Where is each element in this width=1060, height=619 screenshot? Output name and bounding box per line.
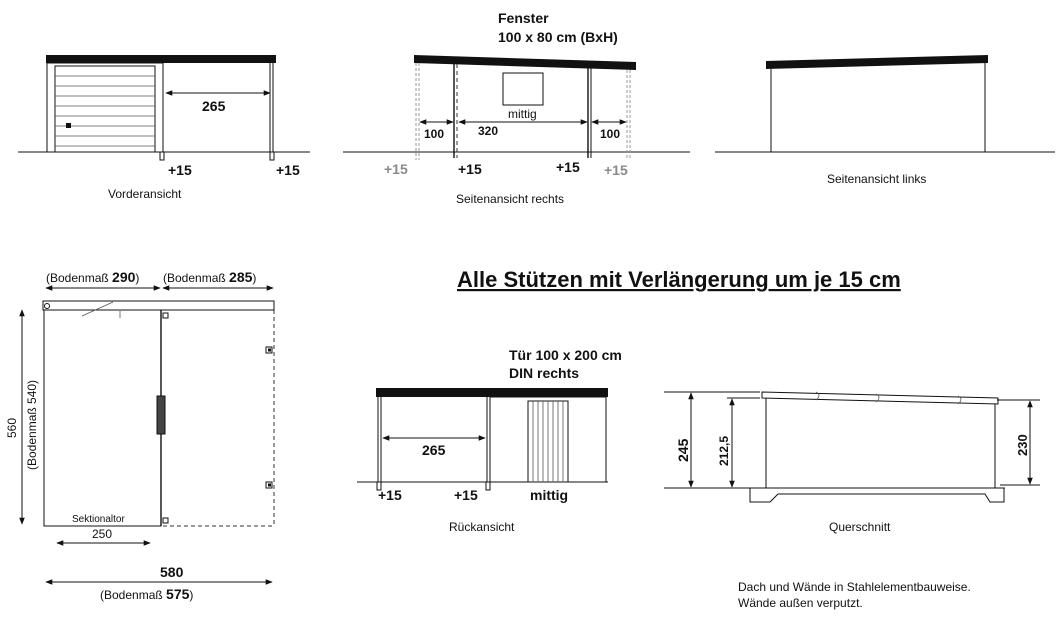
sectional-door [55, 66, 155, 152]
right-ext-right-label: +15 [556, 159, 580, 175]
front-ext-right-label: +15 [276, 162, 300, 178]
front-view-caption: Vorderansicht [108, 187, 182, 201]
rear-width-label: 265 [422, 442, 446, 458]
rear-view [357, 347, 622, 534]
window [503, 73, 543, 105]
right-ext-left-label: +15 [458, 161, 482, 177]
section-height-inner-label: 212,5 [717, 435, 731, 466]
sectional-door-label: Sektionaltor [72, 514, 125, 525]
rear-ext-middle-label: +15 [454, 487, 478, 503]
rear-door [528, 401, 568, 482]
floor-plan [5, 269, 274, 602]
rear-ext-left-label: +15 [378, 487, 402, 503]
cross-section-caption: Querschnitt [829, 520, 891, 534]
right-ext-grey-right-label: +15 [604, 162, 628, 178]
floor-right-label: (Bodenmaß 285) [163, 269, 257, 285]
rear-view-caption: Rückansicht [449, 520, 515, 534]
corner-marker [45, 304, 50, 309]
left-side-view [715, 55, 1055, 186]
right-dim-left-label: 100 [424, 127, 445, 141]
floor-roof-edge [43, 301, 274, 310]
garage-floor [44, 310, 161, 526]
right-dim-middle-label: 320 [478, 124, 499, 138]
window-position-label: mittig [508, 107, 537, 121]
left-roof [766, 55, 988, 69]
section-roof [762, 392, 998, 404]
front-ext-left [160, 152, 164, 160]
left-side-caption: Seitenansicht links [827, 172, 927, 186]
right-roof [414, 55, 636, 70]
door-handle [66, 123, 71, 128]
rear-door-title: Tür 100 x 200 cm [509, 347, 622, 363]
floor-depth-label: 560 [5, 417, 19, 438]
section-foundation [750, 488, 1004, 502]
note-line-2: Wände außen verputzt. [738, 596, 863, 610]
front-ext-right [270, 152, 274, 160]
right-side-caption: Seitenansicht rechts [456, 192, 565, 206]
section-height-total-label: 245 [675, 438, 691, 462]
total-floor-label: (Bodenmaß 575) [100, 586, 194, 602]
headline: Alle Stützen mit Verlängerung um je 15 cm [457, 267, 901, 292]
window-size: 100 x 80 cm (BxH) [498, 29, 618, 45]
front-roof [46, 55, 276, 63]
rear-door-hinge: DIN rechts [509, 365, 580, 381]
door-width-label: 250 [92, 527, 113, 541]
note-line-1: Dach und Wände in Stahlelementbauweise. [738, 580, 971, 594]
floor-depth-floor-label: (Bodenmaß 540) [25, 379, 39, 470]
side-door [157, 396, 165, 434]
right-ext-grey-left-label: +15 [384, 161, 408, 177]
front-width-label: 265 [202, 98, 226, 114]
floor-left-label: (Bodenmaß 290) [46, 269, 140, 285]
window-title: Fenster [498, 10, 549, 26]
total-width-label: 580 [160, 564, 184, 580]
front-ext-left-label: +15 [168, 162, 192, 178]
cross-section [664, 392, 1040, 534]
rear-door-position-label: mittig [530, 487, 569, 503]
section-height-right-label: 230 [1015, 434, 1030, 456]
rear-roof [376, 388, 608, 397]
gutter-line [82, 302, 113, 316]
front-view [18, 55, 310, 201]
right-side-view [343, 10, 690, 206]
right-dim-right-label: 100 [600, 127, 621, 141]
